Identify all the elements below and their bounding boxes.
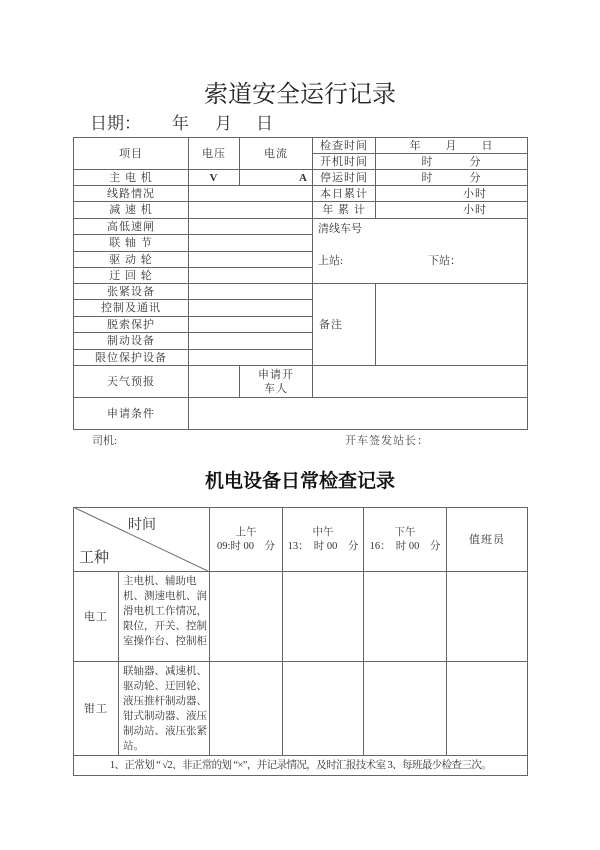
- stop-time-field[interactable]: 时 分: [375, 169, 528, 186]
- check-cell[interactable]: [282, 571, 364, 662]
- remarks-label: 备注: [312, 283, 376, 366]
- check-time-label: 检查时间: [312, 137, 376, 154]
- item-status-field[interactable]: [188, 185, 313, 202]
- start-time-field[interactable]: 时 分: [375, 153, 528, 170]
- column-morning: [209, 507, 283, 572]
- inspection-scope-line: 室操作台、控制柜: [123, 636, 207, 647]
- note-row: 1、正常划 “ √2、非正常的划 “×”，并记录情况，及时汇报技术室 3、每班最少检查三次。: [73, 755, 528, 776]
- item-label: 减 速 机: [73, 201, 189, 219]
- date-month: 月: [215, 114, 232, 133]
- inspection-scope-line: 机、测速电机、润: [123, 591, 207, 602]
- check-cell[interactable]: [446, 661, 528, 756]
- check-cell[interactable]: [363, 571, 447, 662]
- item-status-field[interactable]: [188, 299, 313, 317]
- main-motor-label: 主 电 机: [73, 169, 189, 186]
- item-label: 控制及通讯: [73, 299, 189, 317]
- item-status-field[interactable]: [188, 332, 313, 350]
- check-cell[interactable]: [446, 571, 528, 662]
- column-noon: [282, 507, 364, 572]
- item-label: 线路情况: [73, 185, 189, 202]
- item-status-field[interactable]: [188, 267, 313, 284]
- daily-total-field[interactable]: 小时: [375, 185, 528, 202]
- column-afternoon: [363, 507, 447, 572]
- item-label: 联 轴 节: [73, 234, 189, 252]
- column-morning-label: 上午: [235, 526, 257, 538]
- corner-type-label: 工种: [79, 550, 110, 566]
- date-year: 年: [172, 114, 189, 133]
- conditions-field[interactable]: [188, 397, 528, 430]
- inspection-scope-line: 钳式制动器、液压: [123, 711, 207, 722]
- item-status-field[interactable]: [188, 218, 313, 235]
- column-morning-time: 09:时 00 分: [216, 540, 276, 552]
- check-cell[interactable]: [209, 571, 283, 662]
- inspection-scope-line: 制动站、液压张紧: [123, 726, 207, 737]
- column-afternoon-label: 下午: [394, 526, 416, 538]
- item-label: 高低速闸: [73, 218, 189, 235]
- item-status-field[interactable]: [188, 234, 313, 252]
- inspection-scope-line: 限位，开关、控制: [123, 621, 207, 632]
- page-title: 索道安全运行记录: [204, 82, 396, 108]
- inspection-scope-line: 滑电机工作情况，: [123, 606, 207, 617]
- check-cell[interactable]: [282, 661, 364, 756]
- signer-label: 开车签发站长：: [345, 435, 429, 447]
- column-noon-time: 13： 时 00 分: [287, 540, 359, 552]
- stop-time-label: 停运时间: [312, 169, 376, 186]
- inspection-scope-line: 驱动轮、迂回轮、: [123, 681, 207, 692]
- inspection-scope-line: 站。: [123, 741, 144, 752]
- driver-label: 司机:: [92, 435, 118, 447]
- item-status-field[interactable]: [188, 316, 313, 333]
- item-status-field[interactable]: [188, 349, 313, 366]
- check-cell[interactable]: [363, 661, 447, 756]
- item-status-field[interactable]: [188, 201, 313, 219]
- main-motor-voltage-field[interactable]: V: [188, 169, 240, 186]
- section-title: 机电设备日常检查记录: [204, 471, 395, 492]
- lower-station-label: 下站：: [428, 255, 461, 267]
- item-status-field[interactable]: [188, 283, 313, 300]
- applicant-field[interactable]: [312, 365, 528, 398]
- work-type-label: 电工: [73, 571, 119, 662]
- item-label: 制动设备: [73, 332, 189, 350]
- yearly-total-label: 年 累 计: [312, 201, 376, 219]
- item-label: 迂 回 轮: [73, 267, 189, 284]
- item-label: 限位保护设备: [73, 349, 189, 366]
- applicant-label: 申请开车人: [239, 365, 313, 398]
- item-label: 张紧设备: [73, 283, 189, 300]
- header-item: 项目: [73, 137, 189, 170]
- conditions-label: 申请条件: [73, 397, 189, 430]
- corner-time-label: 时间: [128, 518, 156, 533]
- header-voltage: 电压: [188, 137, 240, 170]
- main-motor-current-field[interactable]: A: [239, 169, 313, 186]
- work-type-label: 钳工: [73, 661, 119, 756]
- check-time-field[interactable]: 年 月 日: [375, 137, 528, 154]
- column-afternoon-time: 16： 时 00 分: [369, 540, 441, 552]
- item-status-field[interactable]: [188, 251, 313, 268]
- date-day: 日: [256, 114, 273, 133]
- date-label: 日期：: [90, 114, 141, 133]
- header-current: 电流: [239, 137, 313, 170]
- weather-label: 天气预报: [73, 365, 189, 398]
- column-noon-label: 中午: [312, 526, 334, 538]
- yearly-total-field[interactable]: 小时: [375, 201, 528, 219]
- item-label: 脱索保护: [73, 316, 189, 333]
- inspection-scope-line: 联轴器、减速机、: [123, 666, 207, 677]
- remarks-field[interactable]: [375, 283, 528, 366]
- daily-total-label: 本日累计: [312, 185, 376, 202]
- check-cell[interactable]: [209, 661, 283, 756]
- upper-station-label: 上站:: [318, 255, 344, 267]
- clear-car-label: 清线车号: [318, 223, 362, 235]
- weather-field[interactable]: [188, 365, 240, 398]
- start-time-label: 开机时间: [312, 153, 376, 170]
- inspection-scope-line: 液压推杆制动器、: [123, 696, 207, 707]
- column-duty: 值班员: [446, 507, 528, 572]
- inspection-scope-line: 主电机、辅助电: [123, 576, 197, 587]
- item-label: 驱 动 轮: [73, 251, 189, 268]
